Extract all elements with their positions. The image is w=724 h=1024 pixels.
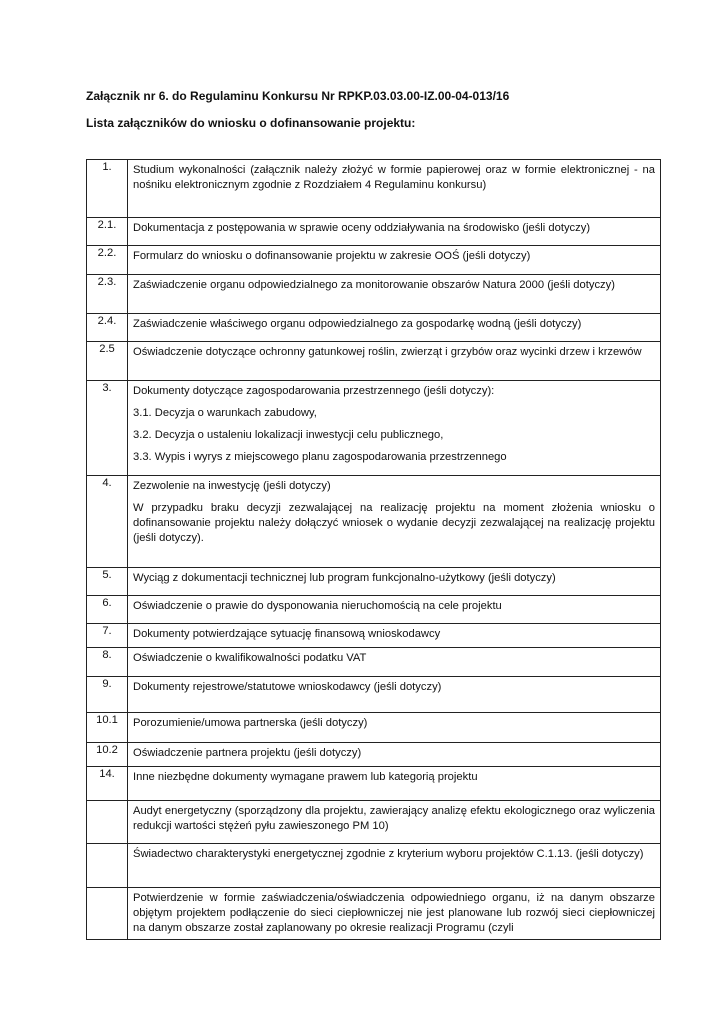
attachment-row <box>87 476 661 568</box>
attachment-number: 2.4. <box>87 314 128 342</box>
attachment-row <box>87 888 661 940</box>
attachment-row <box>87 767 661 801</box>
attachment-description <box>128 568 661 596</box>
attachment-number: 2.2. <box>87 246 128 275</box>
attachment-number <box>87 844 128 888</box>
description-clip <box>133 891 655 936</box>
attachment-row <box>87 677 661 713</box>
description-paragraph: 3.2. Decyzja o ustaleniu lokalizacji inwestycji celu publicznego, <box>133 429 444 441</box>
description-paragraph: Zaświadczenie właściwego organu odpowiedzialnego za gospodarkę wodną (jeśli dotyczy) <box>133 318 582 330</box>
attachment-row <box>87 743 661 767</box>
description-paragraph: Formularz do wniosku o dofinansowanie projektu w zakresie OOŚ (jeśli dotyczy) <box>133 250 531 262</box>
description-paragraph: Dokumenty rejestrowe/statutowe wnioskodawcy (jeśli dotyczy) <box>133 681 442 693</box>
description-paragraph: Wyciąg z dokumentacji technicznej lub program funkcjonalno-użytkowy (jeśli dotyczy) <box>133 572 556 584</box>
attachment-row <box>87 596 661 624</box>
attachment-description <box>128 677 661 713</box>
attachment-description <box>128 246 661 275</box>
description-paragraph: Dokumentacja z postępowania w sprawie oceny oddziaływania na środowisko (jeśli dotyczy) <box>133 222 591 234</box>
description-paragraph: Oświadczenie o prawie do dysponowania nieruchomością na cele projektu <box>133 600 502 612</box>
attachment-row <box>87 844 661 888</box>
document-subtitle: Lista załączników do wniosku o dofinansowanie projektu: <box>86 116 416 130</box>
attachment-description <box>128 767 661 801</box>
attachments-table <box>86 159 661 940</box>
attachment-number <box>87 888 128 940</box>
description-paragraph: Oświadczenie dotyczące ochronny gatunkowej roślin, zwierząt i grzybów oraz wycinki drzew i krzewów <box>133 346 642 358</box>
attachment-number: 2.1. <box>87 218 128 246</box>
attachment-number: 6. <box>87 596 128 624</box>
attachment-description <box>128 160 661 218</box>
attachment-row <box>87 218 661 246</box>
attachment-row <box>87 801 661 844</box>
attachment-number <box>87 801 128 844</box>
description-paragraph: Inne niezbędne dokumenty wymagane prawem lub kategorią projektu <box>133 771 478 783</box>
attachment-description <box>128 743 661 767</box>
attachment-number: 5. <box>87 568 128 596</box>
description-paragraph: Oświadczenie o kwalifikowalności podatku VAT <box>133 652 367 664</box>
attachment-number: 14. <box>87 767 128 801</box>
description-paragraph: Oświadczenie partnera projektu (jeśli dotyczy) <box>133 747 362 759</box>
attachment-row <box>87 648 661 677</box>
description-paragraph: Studium wykonalności (załącznik należy złożyć w formie papierowej oraz w formie elektronicznej - na nośniku elektronicznym zgodnie z Rozdziałem 4 Regulaminu konkursu) <box>133 164 655 191</box>
attachment-row <box>87 314 661 342</box>
attachment-row <box>87 160 661 218</box>
description-paragraph: Potwierdzenie w formie zaświadczenia/oświadczenia odpowiedniego organu, iż na danym obszarze objętym projektem podłączenie do sieci ciepłowniczej nie jest planowane lub rozwój sieci ciepłowniczej na danym obszarze został zaplanowany po okresie realizacji Programu (czyli <box>133 892 655 934</box>
description-paragraph: Dokumenty dotyczące zagospodarowania przestrzennego (jeśli dotyczy): <box>133 385 495 397</box>
description-paragraph: W przypadku braku decyzji zezwalającej na realizację projektu na moment złożenia wniosku o dofinansowanie projektu należy dołączyć wniosek o wydanie decyzji zezwalającej na realizację projektu (jeśli dotyczy). <box>133 502 655 544</box>
attachment-description <box>128 801 661 844</box>
attachments-table-body <box>87 160 661 940</box>
attachment-number: 2.5 <box>87 342 128 381</box>
description-paragraph: Świadectwo charakterystyki energetycznej zgodnie z kryterium wyboru projektów C.1.13. (jeśli dotyczy) <box>133 848 644 860</box>
attachment-description <box>128 218 661 246</box>
description-paragraph: Dokumenty potwierdzające sytuację finansową wnioskodawcy <box>133 628 441 640</box>
attachment-description <box>128 476 661 568</box>
description-paragraph: Zaświadczenie organu odpowiedzialnego za monitorowanie obszarów Natura 2000 (jeśli dotyczy) <box>133 279 615 291</box>
attachment-row <box>87 713 661 743</box>
attachment-description <box>128 275 661 314</box>
description-paragraph: 3.3. Wypis i wyrys z miejscowego planu zagospodarowania przestrzennego <box>133 451 507 463</box>
document-title: Załącznik nr 6. do Regulaminu Konkursu Nr RPKP.03.03.00-IZ.00-04-013/16 <box>86 89 510 103</box>
description-paragraph: Porozumienie/umowa partnerska (jeśli dotyczy) <box>133 717 368 729</box>
attachment-description <box>128 381 661 476</box>
attachment-description <box>128 624 661 648</box>
attachment-row <box>87 381 661 476</box>
attachment-description <box>128 888 661 940</box>
description-paragraph: 3.1. Decyzja o warunkach zabudowy, <box>133 407 317 419</box>
attachment-row <box>87 246 661 275</box>
attachment-row <box>87 275 661 314</box>
attachment-row <box>87 342 661 381</box>
attachment-number: 1. <box>87 160 128 218</box>
attachment-description <box>128 844 661 888</box>
attachment-description <box>128 342 661 381</box>
attachment-description <box>128 648 661 677</box>
attachment-number: 2.3. <box>87 275 128 314</box>
attachment-description <box>128 314 661 342</box>
attachment-number: 7. <box>87 624 128 648</box>
attachment-number: 8. <box>87 648 128 677</box>
attachment-row <box>87 568 661 596</box>
attachment-number: 3. <box>87 381 128 476</box>
description-paragraph: Audyt energetyczny (sporządzony dla projektu, zawierający analizę efektu ekologicznego oraz wyliczenia redukcji wartości stężeń pyłu zawieszonego PM 10) <box>133 805 655 832</box>
attachment-row <box>87 624 661 648</box>
attachment-number: 4. <box>87 476 128 568</box>
attachment-description <box>128 713 661 743</box>
attachment-number: 10.2 <box>87 743 128 767</box>
attachment-number: 10.1 <box>87 713 128 743</box>
description-paragraph: Zezwolenie na inwestycję (jeśli dotyczy) <box>133 480 331 492</box>
attachment-description <box>128 596 661 624</box>
attachment-number: 9. <box>87 677 128 713</box>
